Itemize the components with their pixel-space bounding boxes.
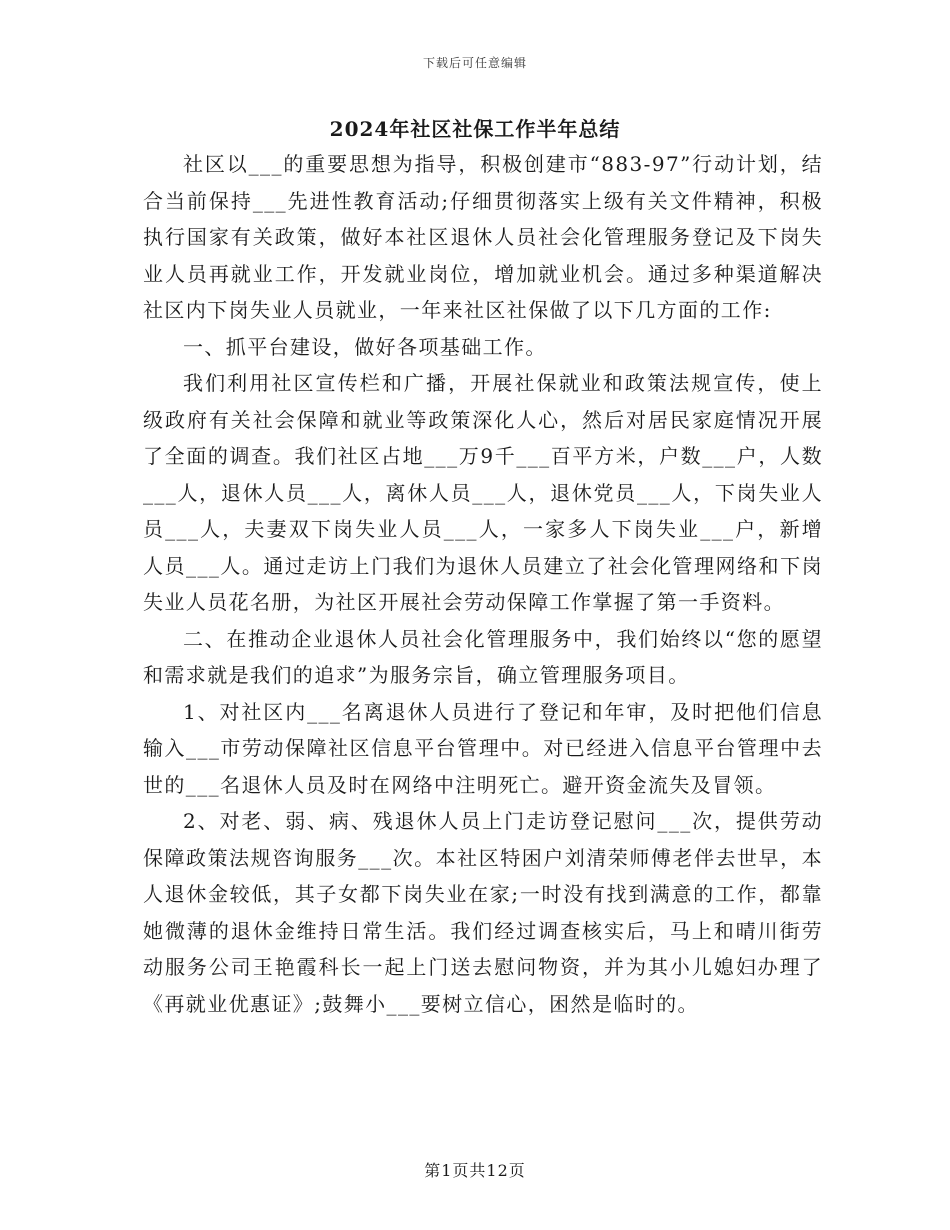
page-number: 第1页共12页: [424, 1161, 526, 1180]
paragraph-section-2-heading: 二、在推动企业退休人员社会化管理服务中，我们始终以“您的愿望和需求就是我们的追求”为服务宗旨，确立管理服务项目。: [143, 626, 823, 687]
paragraph-section-1-heading: 一、抓平台建设，做好各项基础工作。: [183, 334, 547, 359]
paragraph-section-1-body: 我们利用社区宣传栏和广播，开展社保就业和政策法规宣传，使上级政府有关社会保障和就业等政策深化人心，然后对居民家庭情况开展了全面的调查。我们社区占地___万9千___百平方米，户数___户，人数___人，退休人员___人，离休人员___人，退休党员___人，下岗失业人员___人，夫妻双下岗失业人员___人，一家多人下岗失业___户，新增人员___人。通过走访上门我们为退休人员建立了社会化管理网络和下岗失业人员花名册，为社区开展社会劳动保障工作掌握了第一手资料。: [143, 371, 823, 614]
document-body: [143, 146, 823, 1022]
paragraph-item-2: 2、对老、弱、病、残退休人员上门走访登记慰问___次，提供劳动保障政策法规咨询服务___次。本社区特困户刘清荣师傅老伴去世早，本人退休金较低，其子女都下岗失业在家;一时没有找到满意的工作，都靠她微薄的退休金维持日常生活。我们经过调查核实后，马上和晴川街劳动服务公司王艳霞科长一起上门送去慰问物资，并为其小儿媳妇办理了《再就业优惠证》;鼓舞小___要树立信心，困然是临时的。: [143, 809, 823, 1016]
paragraph-item-1: 1、对社区内___名离退休人员进行了登记和年审，及时把他们信息输入___市劳动保障社区信息平台管理中。对已经进入信息平台管理中去世的___名退休人员及时在网络中注明死亡。避开资金流失及冒领。: [143, 699, 823, 797]
paragraph-intro: 社区以___的重要思想为指导，积极创建市“883-97”行动计划，结合当前保持___先进性教育活动;仔细贯彻落实上级有关文件精神，积极执行国家有关政策，做好本社区退休人员社会化管理服务登记及下岗失业人员再就业工作，开发就业岗位，增加就业机会。通过多种渠道解决社区内下岗失业人员就业，一年来社区社保做了以下几方面的工作:: [143, 152, 823, 322]
document-title: 2024年社区社保工作半年总结: [329, 117, 621, 141]
page-header-note: 下载后可任意编辑: [422, 56, 527, 70]
